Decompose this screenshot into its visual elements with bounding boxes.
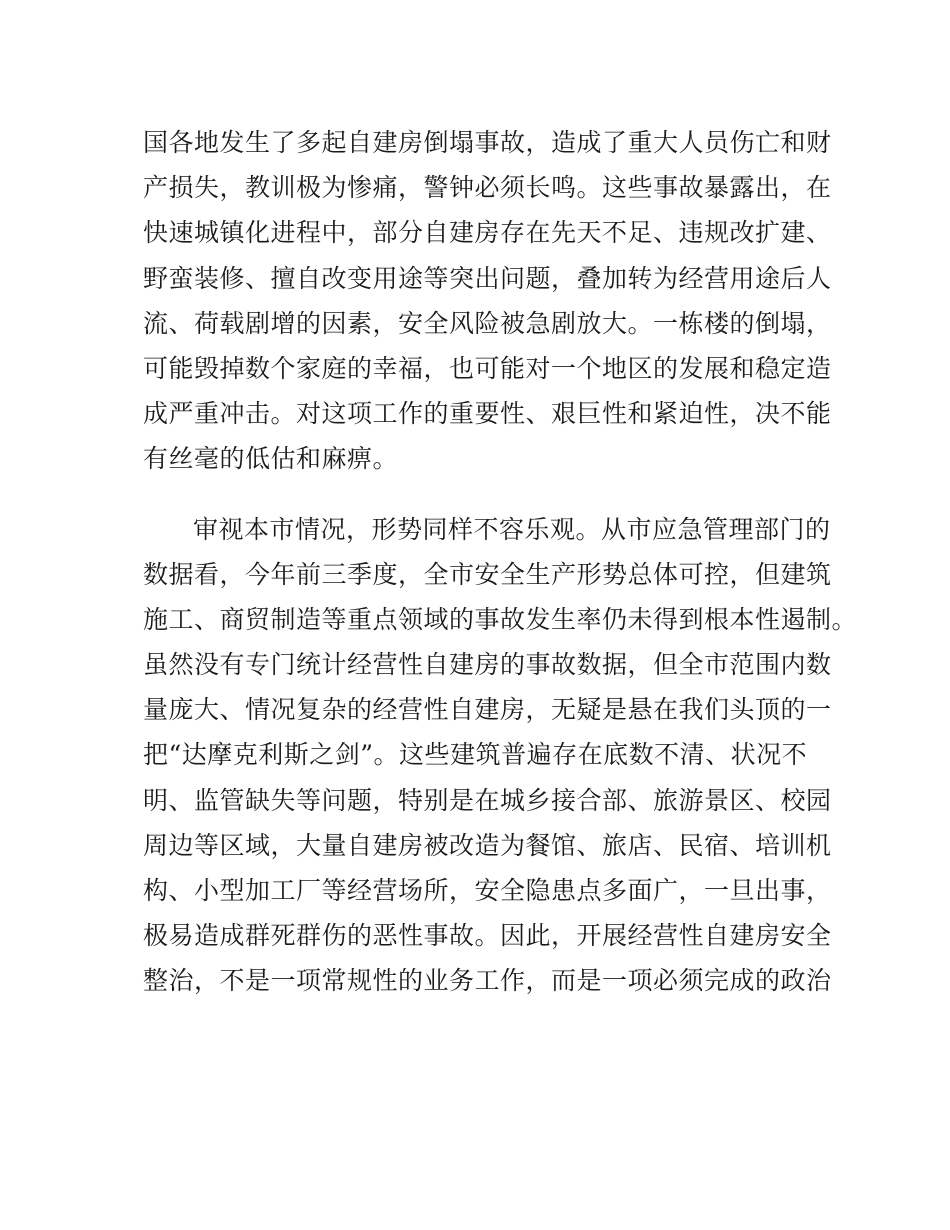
paragraph-spacer [143, 482, 828, 507]
text-line: 成严重冲击。对这项工作的重要性、艰巨性和紧迫性，决不能 [143, 399, 832, 429]
text-line: 快速城镇化进程中，部分自建房存在先天不足、违规改扩建、 [143, 218, 832, 248]
text-line: 流、荷载剧增的因素，安全风险被急剧放大。一栋楼的倒塌， [143, 308, 832, 338]
text-line: 极易造成群死群伤的恶性事故。因此，开展经营性自建房安全 [143, 921, 832, 951]
paragraph-1 [143, 120, 832, 482]
text-line: 野蛮装修、擅自改变用途等突出问题，叠加转为经营用途后人 [143, 263, 832, 293]
text-line: 数据看，今年前三季度，全市安全生产形势总体可控，但建筑 [143, 559, 832, 589]
text-line: 施工、商贸制造等重点领域的事故发生率仍未得到根本性遏制。 [143, 604, 858, 634]
text-line: 有丝毫的低估和麻痹。 [143, 444, 399, 474]
text-line: 明、监管缺失等问题，特别是在城乡接合部、旅游景区、校园 [143, 785, 832, 815]
text-line: 把“达摩克利斯之剑”。这些建筑普遍存在底数不清、状况不 [143, 740, 808, 770]
text-line: 整治，不是一项常规性的业务工作，而是一项必须完成的政治 [143, 966, 832, 996]
text-line: 量庞大、情况复杂的经营性自建房，无疑是悬在我们头顶的一 [143, 695, 832, 725]
text-line-indented: 审视本市情况，形势同样不容乐观。从市应急管理部门的 [193, 514, 831, 544]
text-line: 虽然没有专门统计经营性自建房的事故数据，但全市范围内数 [143, 650, 832, 680]
paragraph-2 [143, 507, 858, 1004]
text-line: 国各地发生了多起自建房倒塌事故，造成了重大人员伤亡和财 [143, 128, 832, 157]
text-line: 构、小型加工厂等经营场所，安全隐患点多面广，一旦出事， [143, 876, 832, 905]
text-line: 周边等区域，大量自建房被改造为餐馆、旅店、民宿、培训机 [143, 830, 832, 860]
document-body [143, 120, 858, 1004]
text-line: 可能毁掉数个家庭的幸福，也可能对一个地区的发展和稳定造 [143, 353, 832, 383]
text-line: 产损失，教训极为惨痛，警钟必须长鸣。这些事故暴露出，在 [143, 173, 832, 203]
